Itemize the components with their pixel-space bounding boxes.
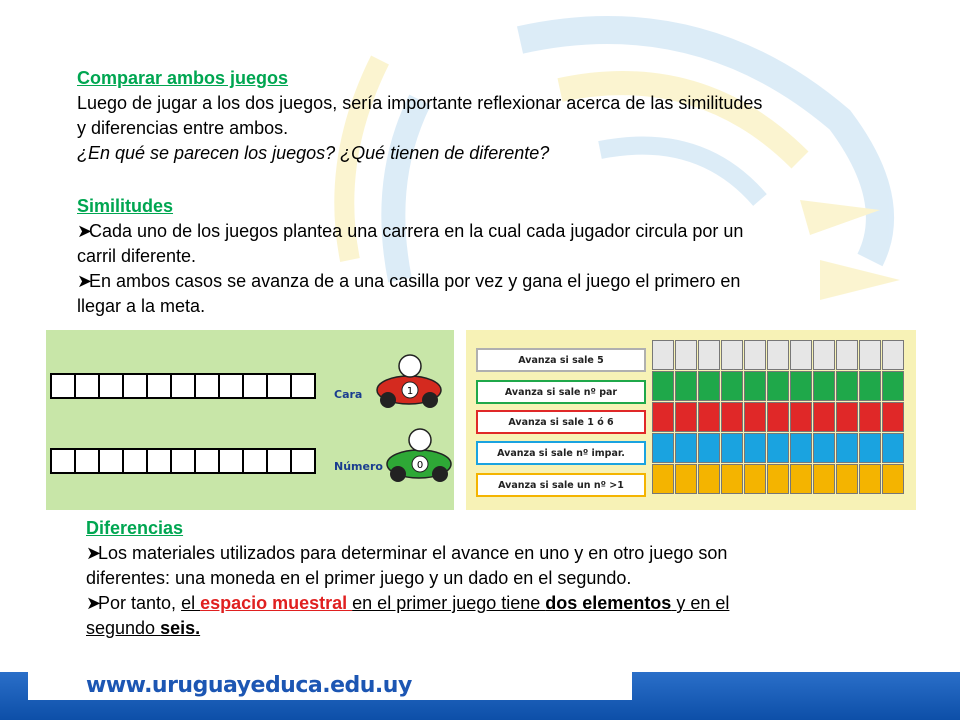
grid-row-gray bbox=[652, 340, 905, 370]
red-car-icon bbox=[374, 344, 444, 414]
grid-cell bbox=[882, 340, 904, 370]
similitudes-bullet-2-cont: llegar a la meta. bbox=[77, 296, 206, 316]
grid-cell bbox=[675, 433, 697, 463]
red-car-number: 1 bbox=[406, 386, 414, 397]
similitudes-bullet-2-text: En ambos casos se avanza de a una casilla por vez y gana el juego el primero en bbox=[89, 271, 741, 291]
diferencias-bullet-2-cont bbox=[86, 616, 729, 641]
compare-line-1: Luego de jugar a los dos juegos, sería importante reflexionar acerca de las similitudes bbox=[77, 93, 763, 113]
grid-cell bbox=[813, 371, 835, 401]
grid-cell bbox=[744, 402, 766, 432]
diferencias-bullet-2-l2-pre: segundo bbox=[86, 618, 161, 638]
grid-row-red bbox=[652, 402, 905, 432]
diferencias-bullet-1-text: Los materiales utilizados para determinar el avance en uno y en otro juego son bbox=[98, 543, 728, 563]
grid-row-blue bbox=[652, 433, 905, 463]
grid-cell bbox=[675, 402, 697, 432]
grid-cell bbox=[767, 433, 789, 463]
dos-elementos-term: dos elementos bbox=[545, 593, 672, 613]
grid-cell bbox=[882, 402, 904, 432]
grid-cell bbox=[813, 433, 835, 463]
arrow-bullet-icon: ➤ bbox=[86, 593, 102, 613]
lane-numero-track bbox=[50, 448, 314, 474]
espacio-muestral-term: espacio muestral bbox=[200, 593, 353, 613]
diferencias-bullet-1-cont: diferentes: una moneda en el primer juego y un dado en el segundo. bbox=[86, 568, 632, 588]
grid-cell bbox=[859, 464, 881, 494]
compare-line-2: y diferencias entre ambos. bbox=[77, 118, 289, 138]
grid-cell bbox=[790, 464, 812, 494]
grid-cell bbox=[790, 433, 812, 463]
grid-cell bbox=[790, 402, 812, 432]
grid-cell bbox=[652, 371, 674, 401]
grid-cell bbox=[721, 371, 743, 401]
diferencias-bullet-2-post: y en el bbox=[671, 593, 730, 613]
footer-url[interactable]: www.uruguayeduca.edu.uy bbox=[86, 673, 412, 698]
coin-race-game-image bbox=[46, 330, 454, 510]
lane-cara-label: Cara bbox=[334, 388, 363, 401]
grid-cell bbox=[882, 371, 904, 401]
grid-cell bbox=[813, 464, 835, 494]
similitudes-heading: Similitudes bbox=[77, 196, 174, 216]
compare-heading: Comparar ambos juegos bbox=[77, 68, 289, 88]
similitudes-bullet-2 bbox=[77, 269, 743, 294]
rule-box-2: Avanza si sale nº par bbox=[476, 380, 646, 404]
grid-cell bbox=[836, 402, 858, 432]
grid-cell bbox=[744, 464, 766, 494]
grid-cell bbox=[675, 464, 697, 494]
rule-box-4: Avanza si sale nº impar. bbox=[476, 441, 646, 465]
rule-box-3: Avanza si sale 1 ó 6 bbox=[476, 410, 646, 434]
grid-cell bbox=[652, 340, 674, 370]
grid-cell bbox=[675, 340, 697, 370]
grid-cell bbox=[882, 464, 904, 494]
grid-cell bbox=[859, 433, 881, 463]
compare-question: ¿En qué se parecen los juegos? ¿Qué tienen de diferente? bbox=[77, 143, 550, 163]
dice-race-game-image bbox=[466, 330, 916, 510]
grid-row-green bbox=[652, 371, 905, 401]
grid-cell bbox=[813, 402, 835, 432]
grid-cell bbox=[721, 433, 743, 463]
rule-box-1: Avanza si sale 5 bbox=[476, 348, 646, 372]
green-car-icon bbox=[384, 418, 454, 488]
grid-cell bbox=[698, 433, 720, 463]
grid-cell bbox=[721, 340, 743, 370]
lane-numero-label: Número bbox=[334, 460, 383, 473]
grid-cell bbox=[836, 340, 858, 370]
similitudes-bullet-1-text: Cada uno de los juegos plantea una carrera en la cual cada jugador circula por un bbox=[89, 221, 744, 241]
grid-cell bbox=[652, 464, 674, 494]
grid-cell bbox=[859, 340, 881, 370]
similitudes-bullet-1-cont: carril diferente. bbox=[77, 246, 197, 266]
lane-cara-track bbox=[50, 373, 314, 399]
grid-cell bbox=[721, 464, 743, 494]
grid-cell bbox=[836, 371, 858, 401]
diferencias-section bbox=[86, 516, 729, 641]
grid-cell bbox=[652, 433, 674, 463]
grid-cell bbox=[675, 371, 697, 401]
grid-cell bbox=[859, 402, 881, 432]
grid-cell bbox=[698, 464, 720, 494]
grid-cell bbox=[744, 340, 766, 370]
diferencias-bullet-2 bbox=[86, 591, 729, 616]
grid-cell bbox=[767, 402, 789, 432]
grid-cell bbox=[698, 340, 720, 370]
grid-cell bbox=[698, 371, 720, 401]
grid-cell bbox=[767, 464, 789, 494]
grid-cell bbox=[882, 433, 904, 463]
grid-cell bbox=[836, 433, 858, 463]
seis-term: seis. bbox=[160, 618, 201, 638]
arrow-bullet-icon: ➤ bbox=[86, 543, 102, 563]
grid-row-yellow bbox=[652, 464, 905, 494]
diferencias-heading: Diferencias bbox=[86, 518, 184, 538]
grid-cell bbox=[836, 464, 858, 494]
similitudes-bullet-1 bbox=[77, 219, 743, 244]
diferencias-bullet-2-pre: Por tanto, bbox=[98, 593, 182, 613]
grid-cell bbox=[813, 340, 835, 370]
grid-cell bbox=[698, 402, 720, 432]
grid-cell bbox=[859, 371, 881, 401]
grid-cell bbox=[744, 433, 766, 463]
diferencias-bullet-1 bbox=[86, 541, 729, 566]
grid-cell bbox=[744, 371, 766, 401]
green-car-number: 0 bbox=[416, 460, 424, 471]
compare-section bbox=[77, 66, 762, 166]
grid-cell bbox=[767, 371, 789, 401]
arrow-bullet-icon: ➤ bbox=[77, 271, 93, 291]
rule-box-5: Avanza si sale un nº >1 bbox=[476, 473, 646, 497]
grid-cell bbox=[790, 340, 812, 370]
similitudes-section bbox=[77, 194, 743, 319]
diferencias-bullet-2-el: el bbox=[181, 593, 201, 613]
grid-cell bbox=[721, 402, 743, 432]
grid-cell bbox=[767, 340, 789, 370]
arrow-bullet-icon: ➤ bbox=[77, 221, 93, 241]
grid-cell bbox=[652, 402, 674, 432]
diferencias-bullet-2-mid: en el primer juego tiene bbox=[352, 593, 546, 613]
grid-cell bbox=[790, 371, 812, 401]
